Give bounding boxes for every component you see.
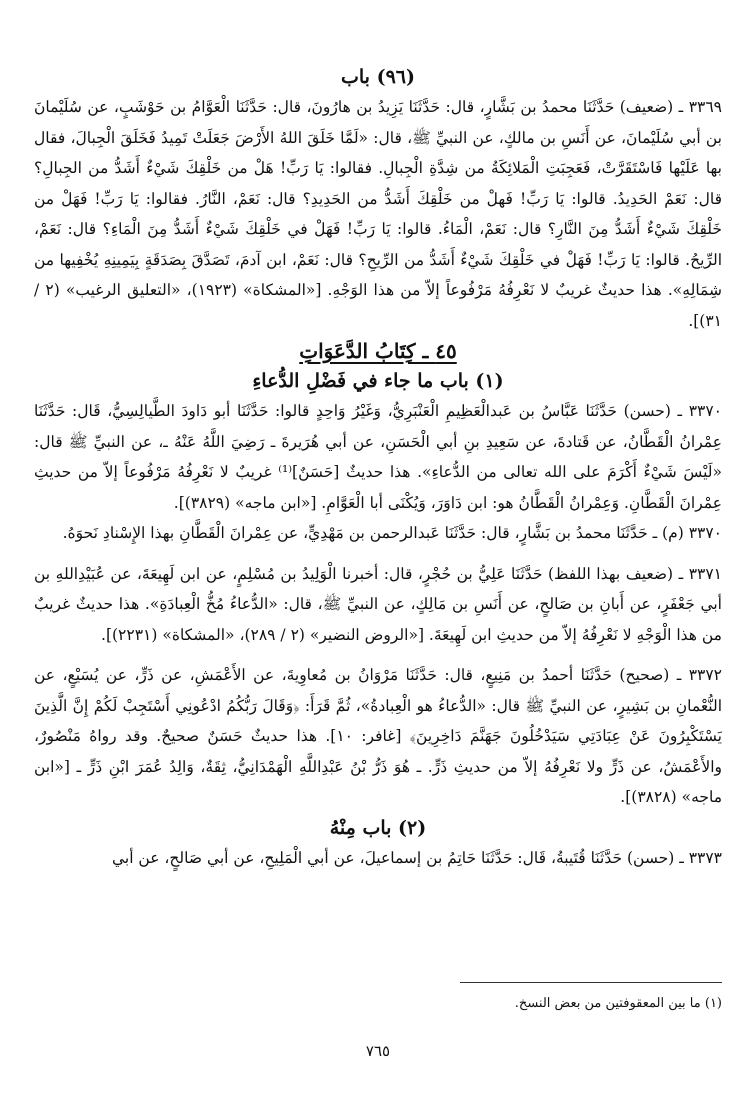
heading-bab-2: (٢) باب مِنْهُ xyxy=(329,816,427,839)
hadith-3373: ٣٣٧٣ ـ (حسن) حَدَّثَنَا قُتَيبةُ، قَال: حَدَّثَنَا حَاتِمُ بن إسماعيلَ، عن أبي الْمَلِيحِ، عن أبي صَالحٍ، عن أبي xyxy=(111,848,722,867)
page-number: ٧٦٥ xyxy=(365,1042,391,1060)
hadith-3371: ٣٣٧١ ـ (ضعيف بهذا اللفظ) حَدَّثَنَا عَلِيُّ بن حُجْرٍ، قال: أخبرنا الْوَلِيدُ بن مُسْلِمٍ، عن ابن لَهِيعَةَ، عن عُبَيْدِاللهِ بن أبي جَعْفَرٍ، عن أَبانِ بن صَالحٍ، عن أَنَسِ بن مَالِكٍ، عن النبيِّ ﷺ، قال: «الدُّعاءُ مُخُّ الْعِبادَةِ». هذا حديثٌ غريبٌ من هذا الْوَجْهِ لا نَعْرِفُهُ إلاّ من حديثِ ابن لَهِيعَةَ. [«الروض النضير» (٢ / ٢٨٩)، «المشكاة» (٢٢٣١)]. xyxy=(34,564,722,644)
heading-bab-96: (٩٦) باب xyxy=(341,66,415,88)
heading-bab-1: (١) باب ما جاء في فَضْلِ الدُّعاءِ xyxy=(252,370,504,392)
hadith-3372: ٣٣٧٢ ـ (صحيح) حَدَّثَنَا أحمدُ بن مَنِيعٍ، قال: حَدَّثَنَا مَرْوَانُ بن مُعاوِيةَ، عن الأَعْمَشِ، عن ذَرٍّ، عن يُسَيْعٍ، عن النُّعْمانِ بن بَشِيرٍ، عن النبيِّ ﷺ قال: «الدُّعاءُ هو الْعِبادةُ»، ثُمَّ قَرَأَ: ﴿وَقَالَ رَبُّكُمُ ادْعُونِي أَسْتَجِبْ لَكُمْ إِنَّ الَّذِينَ يَسْتَكْبِرُونَ عَنْ عِبَادَتِي سَيَدْخُلُونَ جَهَنَّمَ دَاخِرِينَ﴾ [غافر: ١٠]. هذا حديثٌ حَسَنٌ صحيحٌ. وقد رواهُ مَنْصُورٌ، والأَعْمَشُ، عن ذَرٍّ ولا نَعْرِفُهُ إلاّ من حديثِ ذَرٍّ. ـ هُوَ ذَرُّ بْنُ عَبْدِاللَّهِ الْهَمْدَانِيُّ، ثِقَةٌ، وَالِدُ عُمَرَ ابْنِ ذَرٍّ ـ [«ابن ماجه» (٣٨٢٨)]. xyxy=(34,666,722,806)
footnote-separator xyxy=(460,982,722,983)
hadith-3369: ٣٣٦٩ ـ (ضعيف) حَدَّثَنَا محمدُ بن بَشَّارٍ، قال: حَدَّثَنَا يَزِيدُ بن هارُونَ، قال: حَدَّثَنَا الْعَوَّامُ بن حَوْشَبٍ، عن سُلَيْمانَ بن أبي سُلَيْمانَ، عن أَنَسِ بن مالكٍ، عن النبيِّ ﷺ، قال: «لَمَّا خَلَقَ اللهُ الأَرْضَ جَعَلَتْ تَمِيدُ فَخَلَقَ الْجِبالَ، فقال بها عَلَيْها فَاسْتَقَرَّتْ، فَعَجِبَتِ الْمَلائِكَةُ من شِدَّةِ الْجِبالِ. فقالوا: يَا رَبِّ! هَلْ من خَلْقِكَ شَيْءٌ أَشَدُّ من الجِبالِ؟ قال: نَعَمْ الحَدِيدُ. قالوا: يَا رَبِّ! فَهلْ من خَلْقِكَ أَشَدُّ من الحَدِيدِ؟ قال: نَعَمْ، النَّارُ. فقالوا: يَا رَبِّ! فَهَلْ من خَلْقِكَ شَيْءٌ أَشَدُّ مِنَ النَّارِ؟ قال: نَعَمْ، الْمَاءُ. قالوا: يَا رَبِّ! فَهَلْ في خَلْقِكَ شَيْءٌ أَشَدُّ مِنَ الْمَاءِ؟ قال: نَعَمْ، الرِّيحُ. قالوا: يَا رَبِّ! فَهَلْ في خَلْقِكَ شَيْءٌ أَشَدُّ من الرِّيحِ؟ قال: نَعَمْ، ابن آدمَ، تَصَدَّقَ بِصَدَقَةٍ بِيَمِينِهِ يُخْفِيها من شِمَالِهِ». هذا حديثٌ غريبٌ لا نَعْرِفُهُ مَرْفُوعاً إلاّ من هذا الوَجْهِ. [«المشكاة» (١٩٢٣)، «التعليق الرغيب» (٢ / ٣١)]. xyxy=(34,98,722,330)
book-title: ٤٥ ـ كِتَابُ الدَّعَوَاتِ xyxy=(299,339,457,363)
footnote: (١) ما بين المعقوفتين من بعض النسخ. xyxy=(514,996,722,1011)
hadith-3370-m: ٣٣٧٠ (م) ـ حَدَّثَنَا محمدُ بن بَشَّارٍ، قال: حَدَّثَنَا عَبدالرحمن بن مَهْدِيٍّ، عن عِمْرانَ الْقَطَّانِ بهذا الإِسْنادِ نَحوَهُ. xyxy=(62,524,722,542)
spacer xyxy=(34,549,722,559)
hadith-3370: ٣٣٧٠ ـ (حسن) حَدَّثَنَا عَبَّاسُ بن عَبدالْعَظِيمِ الْعَنْبَرِيُّ، وَغَيْرُ وَاحِدٍ قالوا: حَدَّثَنَا أبو دَاودَ الطَّيالِسِيُّ، قَال: حَدَّثَنَا عِمْرانُ الْقَطَّانُ، عن قَتادةَ، عن سَعِيدِ بنِ أبي الْحَسَنِ، عن أبي هُرَيرةَ ـ رَضِيَ اللَّهُ عَنْهُ ـ، عن النبيِّ ﷺ قال: «لَيْسَ شَيْءٌ أَكْرَمَ على الله تعالى من الدُّعاءِ». هذا حديثٌ [حَسَنٌ]⁽¹⁾ غريبٌ لا نَعْرِفُهُ مَرْفُوعاً إلاّ من حديثِ عِمْرانَ الْقَطَّانِ. وَعِمْرانُ الْقَطَّانُ هو: ابن دَاوَرَ، وَيُكْنَى أبا الْعَوَّامِ. [«ابن ماجه» (٣٨٢٩)]. xyxy=(34,402,722,512)
page-body xyxy=(34,62,722,873)
spacer xyxy=(34,650,722,660)
